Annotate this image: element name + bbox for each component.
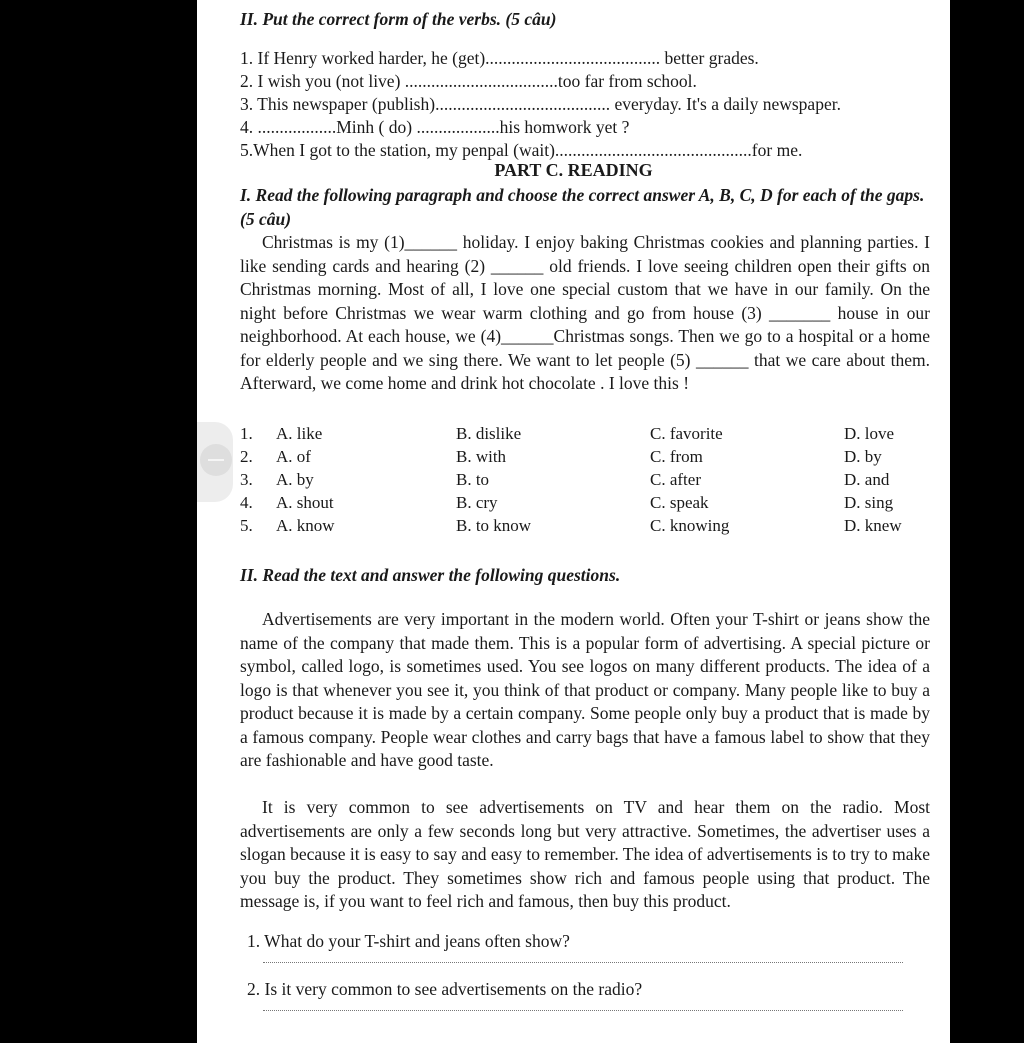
document-page [197,0,950,1043]
option-d: D. love [844,424,895,443]
option-a: A. like [276,424,323,443]
minus-circle-icon[interactable] [200,444,232,476]
verb-exercise-2: 2. I wish you (not live) ...................................too far from school. [240,71,697,91]
option-a: A. by [276,470,314,489]
answer-line-1 [263,962,903,963]
option-b: B. dislike [456,424,522,443]
option-b: B. cry [456,493,498,512]
question-1: 1. What do your T-shirt and jeans often show? [247,931,570,951]
option-b: B. to know [456,516,532,535]
question-2: 2. Is it very common to see advertisements on the radio? [247,979,643,999]
question-number: 3. [240,470,253,489]
answer-options-row [240,447,930,470]
verb-exercise-5: 5.When I got to the station, my penpal (wait).............................................for me. [240,140,803,160]
answer-options-row [240,424,930,447]
reading-i-heading: I. Read the following paragraph and choose the correct answer A, B, C, D for each of the gaps. (5 câu) [240,185,925,229]
answer-line-2 [263,1010,903,1011]
reading-ii-heading: II. Read the text and answer the following questions. [240,565,621,585]
question-number: 5. [240,516,253,535]
option-c: C. favorite [650,424,723,443]
part-c-title: PART C. READING [494,160,653,180]
verb-exercise-1: 1. If Henry worked harder, he (get)........................................ better grades. [240,48,759,68]
question-number: 2. [240,447,253,466]
option-d: D. sing [844,493,894,512]
option-b: B. to [456,470,490,489]
option-a: A. know [276,516,335,535]
option-a: A. shout [276,493,334,512]
advertisements-paragraph-1: Advertisements are very important in the modern world. Often your T-shirt or jeans show the name of the company that made them. This is a popular form of advertising. A special picture or symbol, called logo, is sometimes used. You see logos on many different products. The idea of a logo is that whenever you see it, you think of that product or company. Many people like to buy a product because it is made by a certain company. Some people only buy a product that is made by a famous company. People wear clothes and carry bags that have a famous label to show that they are fashionable and have good taste. [240,609,930,770]
question-number: 1. [240,424,253,443]
option-c: C. from [650,447,703,466]
option-d: D. knew [844,516,902,535]
option-c: C. after [650,470,701,489]
verbs-section-heading: II. Put the correct form of the verbs. (5 câu) [240,9,557,29]
advertisements-paragraph-2: It is very common to see advertisements on TV and hear them on the radio. Most advertisements are only a few seconds long but very attractive. Sometimes, the advertiser uses a slogan because it is easy to say and easy to remember. The idea of advertisements is to try to make you buy the product. They sometimes show rich and famous people using that product. The message is, if you want to feel rich and famous, then buy this product. [240,797,930,911]
answer-options-row [240,470,930,493]
answer-options-row [240,516,930,539]
option-d: D. and [844,470,890,489]
option-b: B. with [456,447,507,466]
verb-exercise-4: 4. ..................Minh ( do) ...................his homwork yet ? [240,117,630,137]
answer-options-row [240,493,930,516]
question-number: 4. [240,493,253,512]
verb-exercise-3: 3. This newspaper (publish)........................................ everyday. It's a daily newspaper. [240,94,841,114]
option-c: C. speak [650,493,709,512]
option-c: C. knowing [650,516,730,535]
option-d: D. by [844,447,882,466]
option-a: A. of [276,447,311,466]
christmas-paragraph: Christmas is my (1)______ holiday. I enjoy baking Christmas cookies and planning parties. I like sending cards and hearing (2) ______ old friends. I love seeing children open their gifts on Christmas morning. Most of all, I love one special custom that we have in our family. On the night before Christmas we wear warm clothing and go from house (3) _______ house in our neighborhood. At each house, we (4)______Christmas songs. Then we go to a hospital or a home for elderly people and we sing there. We want to let people (5) ______ that we care about them. Afterward, we come home and drink hot chocolate . I love this ! [240,232,930,393]
